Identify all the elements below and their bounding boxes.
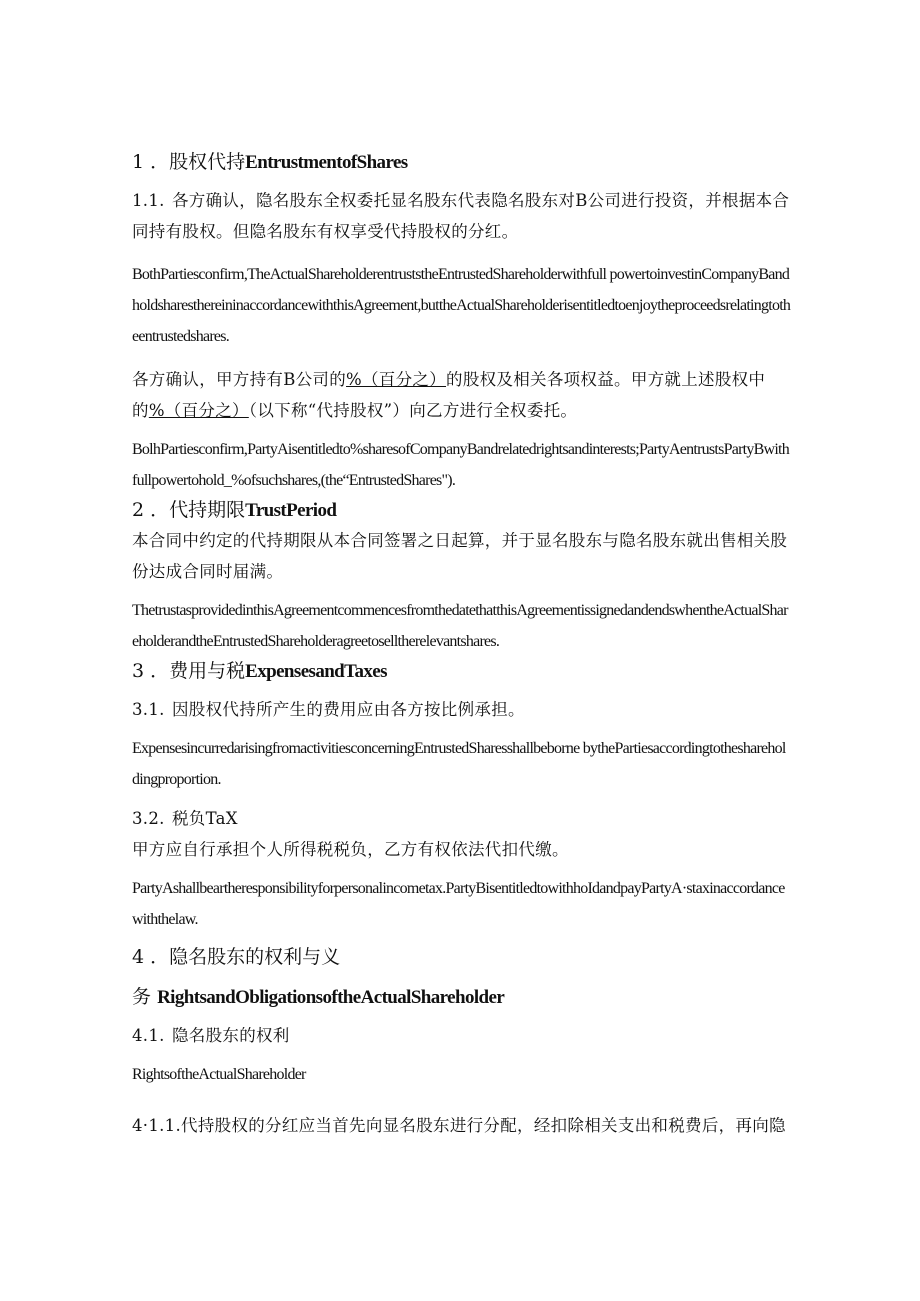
clause-1-2-part-a: 各方确认，甲方持有B公司的 bbox=[132, 370, 347, 389]
section-2-number: 2 bbox=[132, 499, 145, 521]
clause-1-2-en: BolhPartiesconfirm,PartyAisentitledto%sharesofCompanyBandrelatedrightsandinterests;PartyAentrustsPartyBwithfullpowertohold_%ofsuchshares,(the“EntrustedShares"). bbox=[132, 441, 789, 489]
clause-3-1-number: 3.1. bbox=[132, 700, 165, 719]
clause-1-2-part-c: （以下称“代持股权”）向乙方进行全权委托。 bbox=[248, 401, 578, 420]
clause-1-2-part-b: 的股权及相关各项权益。甲方就上述股权中的 bbox=[132, 370, 766, 420]
clause-4-1-number: 4.1. bbox=[132, 1026, 165, 1045]
section-2-title-zh: ．代持期限 bbox=[150, 499, 246, 521]
document-page bbox=[132, 148, 792, 1141]
section-1-title-zh: ．股权代持 bbox=[150, 151, 246, 173]
section-2-heading bbox=[132, 496, 792, 525]
section-4-title-zh-2: 务 bbox=[132, 986, 152, 1008]
clause-3-2-zh: 甲方应自行承担个人所得税税负，乙方有权依法代扣代缴。 bbox=[132, 840, 569, 859]
clause-1-1-number: 1.1. bbox=[132, 191, 165, 210]
blank-percentage-1: %（百分之） bbox=[346, 370, 447, 389]
clause-2-en: ThetrustasprovidedinthisAgreementcommencesfromthedatethatthisAgreementissignedandendswhentheActualShareholderandtheEntrustedShareholderagreetoselltherelevantshares. bbox=[132, 602, 788, 650]
section-3-title-zh: ．费用与税 bbox=[150, 660, 246, 682]
section-4-title-en: RightsandObligationsoftheActualShareholder bbox=[157, 987, 505, 1008]
section-4-heading-line-1 bbox=[132, 943, 792, 971]
section-1-title-en: EntrustmentofShares bbox=[245, 152, 408, 173]
clause-3-2-en: PartyAshallbeartheresponsibilityforpersonalincometax.PartyBisentitledtowithhoIdandpayPartyA·staxinaccordancewiththelaw. bbox=[132, 880, 785, 928]
clause-4-1-en: RightsoftheActualShareholder bbox=[132, 1066, 306, 1083]
blank-percentage-2: %（百分之） bbox=[148, 401, 249, 420]
section-3-number: 3 bbox=[132, 660, 145, 682]
clause-3-1-text-zh: 因股权代持所产生的费用应由各方按比例承担。 bbox=[172, 700, 525, 719]
section-1-heading bbox=[132, 148, 792, 177]
section-4-heading-line-2 bbox=[132, 983, 792, 1012]
clause-4-1-text-zh: 隐名股东的权利 bbox=[172, 1026, 290, 1045]
clause-3-2-title-text: 税负TaX bbox=[172, 809, 238, 828]
clause-1-2-zh bbox=[132, 364, 792, 426]
clause-1-1-text-zh: 各方确认，隐名股东全权委托显名股东代表隐名股东对B公司进行投资，并根据本合同持有股权。但隐名股东有权享受代持股权的分红。 bbox=[132, 191, 790, 241]
clause-1-1-zh bbox=[132, 185, 792, 247]
section-4-title-zh-1: ．隐名股东的权利与义 bbox=[150, 946, 341, 968]
section-3-title-en: ExpensesandTaxes bbox=[245, 661, 387, 682]
clause-3-1-en: ExpensesincurredarisingfromactivitiesconcerningEntrustedSharesshallbeborne bythePartiesaccordingtotheshareholdingproportion. bbox=[132, 740, 786, 788]
section-3-heading bbox=[132, 657, 792, 686]
clause-3-2-number: 3.2. bbox=[132, 809, 165, 828]
clause-2-zh: 本合同中约定的代持期限从本合同签署之日起算，并于显名股东与隐名股东就出售相关股份达成合同时届满。 bbox=[132, 531, 788, 581]
clause-1-1-en: BothPartiesconfirm,TheActualShareholderentruststheEntrustedShareholderwithfull powertoinvestinCompanyBandholdsharesthereininaccordancewiththisAgreement,buttheActualShareholderisentitledtoenjoytheproceedsrelatingtotheentrustedshares. bbox=[132, 266, 791, 345]
clause-3-2-title bbox=[132, 803, 792, 834]
section-1-number: 1 bbox=[132, 151, 145, 173]
clause-4-1-zh bbox=[132, 1020, 792, 1051]
clause-3-1-zh bbox=[132, 694, 792, 725]
section-2-title-en: TrustPeriod bbox=[245, 500, 337, 521]
section-4-number: 4 bbox=[132, 946, 145, 968]
clause-4-1-1-zh: 4·1.1.代持股权的分红应当首先向显名股东进行分配，经扣除相关支出和税费后，再向隐 bbox=[132, 1116, 786, 1135]
